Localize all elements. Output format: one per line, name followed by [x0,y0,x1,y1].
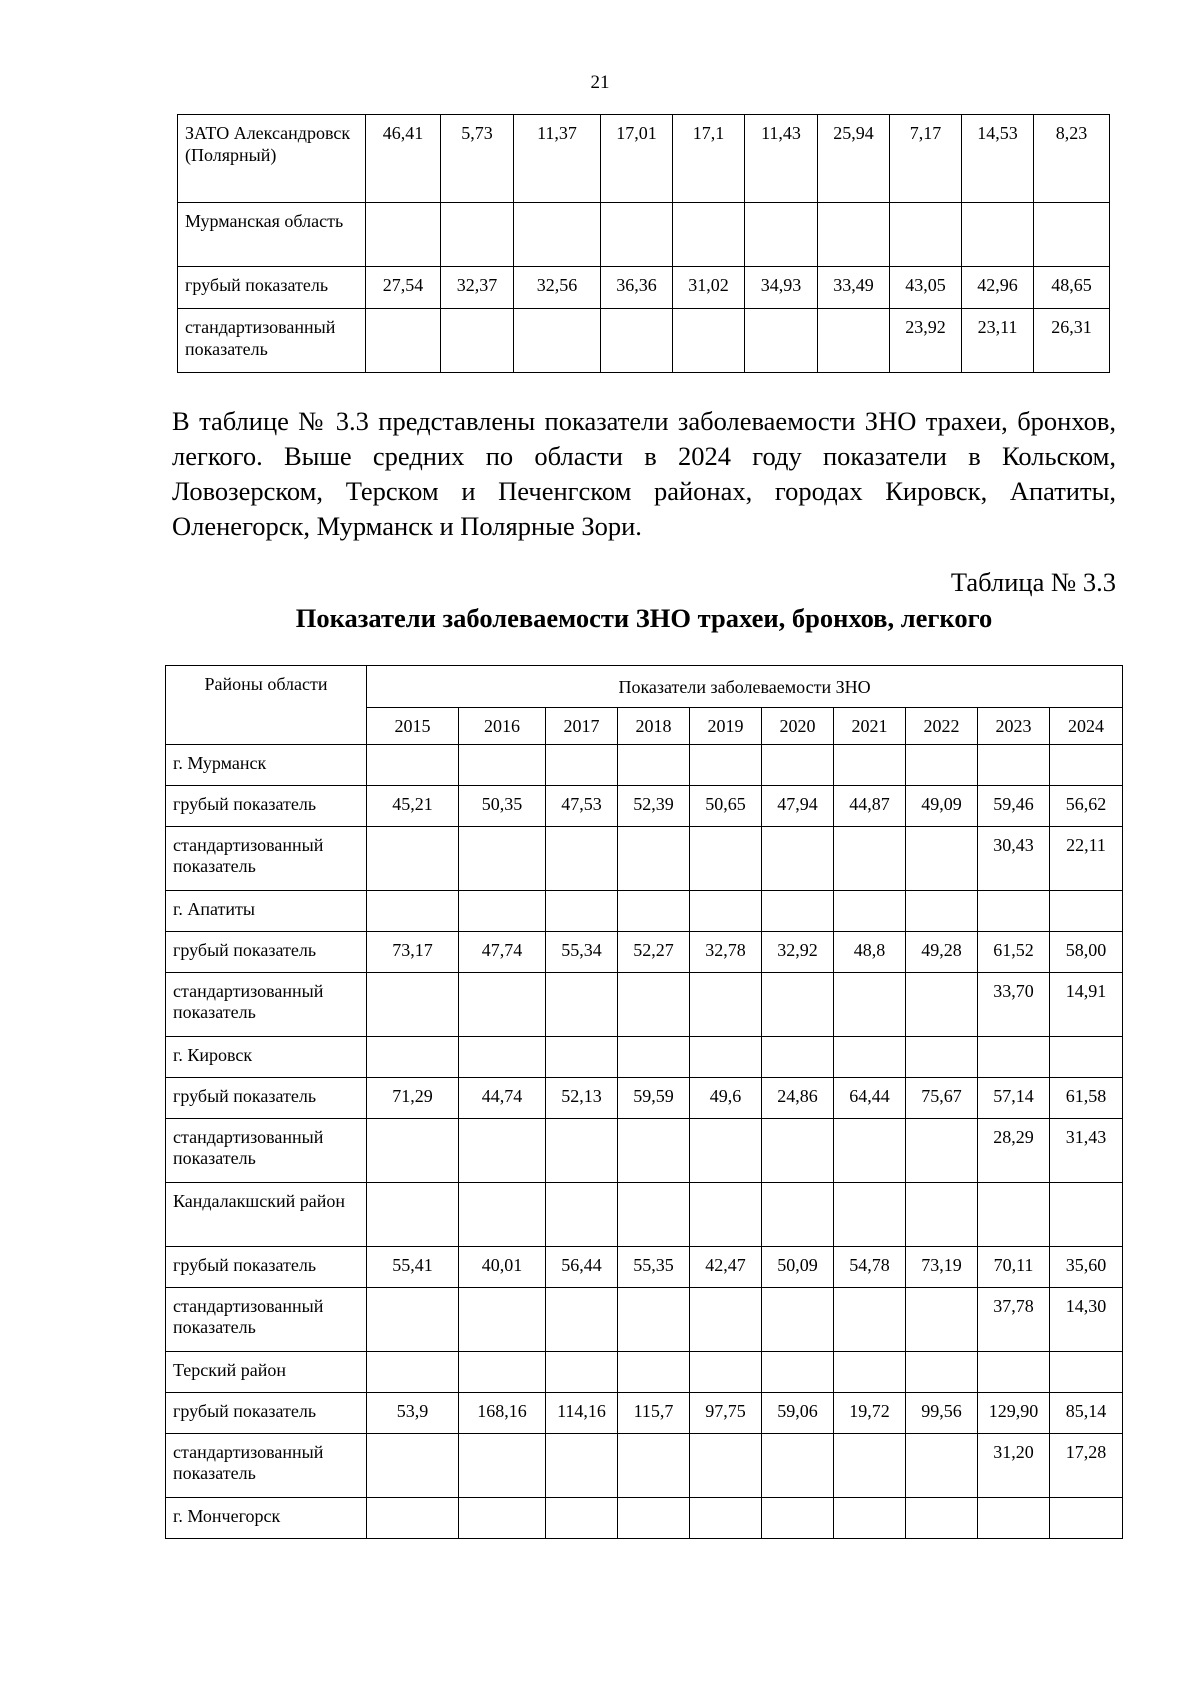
row-label: Кандалакшский район [166,1182,367,1246]
row-label: грубый показатель [166,1392,367,1433]
table-cell [367,1497,459,1538]
table-cell [441,309,514,373]
table-cell [601,203,673,267]
table-cell: 52,13 [546,1077,618,1118]
table-cell [834,826,906,890]
table-cell: 27,54 [366,267,441,309]
table-caption: Таблица № 3.3 [950,567,1116,597]
table-cell [834,1497,906,1538]
table-cell [906,1118,978,1182]
table-cell: 32,37 [441,267,514,309]
table-cell: 50,35 [459,785,546,826]
table-cell: 56,44 [546,1246,618,1287]
table-title: Показатели заболеваемости ЗНО трахеи, бронхов, легкого [295,603,993,633]
table-cell [459,972,546,1036]
table-cell [690,1287,762,1351]
table-row [178,267,1110,309]
table-cell: 22,11 [1050,826,1123,890]
table-cell [618,972,690,1036]
table-row [166,1351,1123,1392]
year-header: 2017 [546,708,618,745]
table-cell [906,826,978,890]
row-label: стандартизованный показатель [166,1433,367,1497]
table-row [178,115,1110,203]
table-row [166,744,1123,785]
year-header: 2024 [1050,708,1123,745]
table-cell [962,203,1034,267]
table-cell: 49,09 [906,785,978,826]
table-cell: 14,53 [962,115,1034,203]
table-cell [906,744,978,785]
table-cell [367,1118,459,1182]
table-cell: 57,14 [978,1077,1050,1118]
table-cell [690,890,762,931]
row-label: Мурманская область [178,203,366,267]
year-header: 2022 [906,708,978,745]
year-header: 2020 [762,708,834,745]
table-cell [367,1287,459,1351]
table-cell [459,1433,546,1497]
table-cell: 25,94 [818,115,890,203]
table-cell [762,1182,834,1246]
year-header: 2018 [618,708,690,745]
table-cell: 99,56 [906,1392,978,1433]
table-cell: 73,17 [367,931,459,972]
table-cell [546,1118,618,1182]
table-cell [546,1433,618,1497]
table-cell [546,826,618,890]
table-cell: 44,87 [834,785,906,826]
table-cell [367,826,459,890]
table-cell [1050,1351,1123,1392]
table-cell [546,1036,618,1077]
table-cell [834,744,906,785]
table-cell: 33,49 [818,267,890,309]
table-cell: 50,65 [690,785,762,826]
table-cell [673,309,745,373]
table-cell: 52,39 [618,785,690,826]
table-cell: 70,11 [978,1246,1050,1287]
table-cell [514,203,601,267]
table-cell [890,203,962,267]
table-cell [1050,890,1123,931]
table-cell [690,1433,762,1497]
table-cell [690,826,762,890]
table-cell [834,890,906,931]
table-cell [367,972,459,1036]
table-cell: 31,43 [1050,1118,1123,1182]
table-cell [459,890,546,931]
table-cell [618,1351,690,1392]
table-cell [906,972,978,1036]
table-cell [459,1497,546,1538]
table-cell: 23,11 [962,309,1034,373]
year-header: 2019 [690,708,762,745]
table-cell: 33,70 [978,972,1050,1036]
table-cell [762,1287,834,1351]
table-cell: 58,00 [1050,931,1123,972]
table-cell [618,1182,690,1246]
table-cell: 59,06 [762,1392,834,1433]
table-cell [546,972,618,1036]
table-cell [459,1118,546,1182]
table-row [166,1077,1123,1118]
table-cell [834,1182,906,1246]
table-cell: 32,92 [762,931,834,972]
table-cell [459,1036,546,1077]
table-cell [762,744,834,785]
year-header: 2023 [978,708,1050,745]
table-cell [1050,744,1123,785]
row-label: стандартизованный показатель [166,1118,367,1182]
table-cell: 30,43 [978,826,1050,890]
year-header: 2016 [459,708,546,745]
table-cell [618,1497,690,1538]
table-cell: 23,92 [890,309,962,373]
table-cell: 11,43 [745,115,818,203]
table-cell [367,1433,459,1497]
table-row [166,785,1123,826]
table-row [166,1036,1123,1077]
table-cell: 48,8 [834,931,906,972]
table-cell: 168,16 [459,1392,546,1433]
row-label: грубый показатель [166,1246,367,1287]
table-cell [618,1287,690,1351]
table-cell: 26,31 [1034,309,1110,373]
table-cell: 19,72 [834,1392,906,1433]
table-cell [673,203,745,267]
table-cell [762,826,834,890]
table-row [166,1287,1123,1351]
table-row [166,1392,1123,1433]
table-cell [459,1182,546,1246]
table-cell: 31,20 [978,1433,1050,1497]
row-label: Терский район [166,1351,367,1392]
table-cell: 49,28 [906,931,978,972]
table-cell: 14,30 [1050,1287,1123,1351]
table-cell: 59,46 [978,785,1050,826]
row-label: стандартизованный показатель [166,1287,367,1351]
table-cell [546,744,618,785]
table-cell [906,1351,978,1392]
table-cell: 75,67 [906,1077,978,1118]
table-cell: 49,6 [690,1077,762,1118]
table-cell [762,1118,834,1182]
row-label: ЗАТО Александровск (Полярный) [178,115,366,203]
table-cell [546,890,618,931]
table-cell [690,1118,762,1182]
table-cell [906,1036,978,1077]
table-cell: 53,9 [367,1392,459,1433]
table-cell: 97,75 [690,1392,762,1433]
table-row [166,1433,1123,1497]
row-label: стандартизованный показатель [166,826,367,890]
table-cell [546,1182,618,1246]
table-cell [618,1118,690,1182]
table-cell: 50,09 [762,1246,834,1287]
table-cell [367,1182,459,1246]
table-cell: 47,74 [459,931,546,972]
table-cell [546,1351,618,1392]
table-cell [618,744,690,785]
table-cell: 14,91 [1050,972,1123,1036]
table-cell: 40,01 [459,1246,546,1287]
table-cell [834,972,906,1036]
table-row [166,1497,1123,1538]
table-cell: 45,21 [367,785,459,826]
table-cell: 115,7 [618,1392,690,1433]
table-cell [601,309,673,373]
table-cell: 52,27 [618,931,690,972]
table-cell: 71,29 [367,1077,459,1118]
table-cell [762,972,834,1036]
table-cell: 34,93 [745,267,818,309]
table-cell [978,744,1050,785]
table-cell: 32,78 [690,931,762,972]
table-cell [366,309,441,373]
table-cell: 61,58 [1050,1077,1123,1118]
row-label: стандартизованный показатель [166,972,367,1036]
row-label: г. Апатиты [166,890,367,931]
table-row [166,1182,1123,1246]
table-cell: 43,05 [890,267,962,309]
table-cell: 55,35 [618,1246,690,1287]
header-region: Районы области [166,666,367,745]
table-cell [618,826,690,890]
table-cell: 47,53 [546,785,618,826]
table-cell [834,1351,906,1392]
table-cell [818,203,890,267]
table-cell [1050,1182,1123,1246]
table-cell: 47,94 [762,785,834,826]
row-label: грубый показатель [166,931,367,972]
table-cell: 24,86 [762,1077,834,1118]
table-cell [546,1287,618,1351]
row-label: г. Мончегорск [166,1497,367,1538]
table-cell [818,309,890,373]
table-cell [367,744,459,785]
table-row [166,1118,1123,1182]
page-number: 21 [590,72,610,93]
continued-table [177,114,1110,373]
table-cell: 37,78 [978,1287,1050,1351]
table-cell: 5,73 [441,115,514,203]
table-cell [762,1433,834,1497]
table-cell: 17,1 [673,115,745,203]
table-row [178,309,1110,373]
row-label: г. Мурманск [166,744,367,785]
table-cell [1050,1497,1123,1538]
table-cell: 7,17 [890,115,962,203]
table-cell [906,1287,978,1351]
table-cell: 73,19 [906,1246,978,1287]
table-row [166,972,1123,1036]
row-label: стандартизованный показатель [178,309,366,373]
table-row [166,931,1123,972]
row-label: г. Кировск [166,1036,367,1077]
table-row [166,890,1123,931]
row-label: грубый показатель [166,1077,367,1118]
table-cell: 64,44 [834,1077,906,1118]
table-cell: 31,02 [673,267,745,309]
table-cell [978,1497,1050,1538]
table-cell: 55,41 [367,1246,459,1287]
table-cell: 32,56 [514,267,601,309]
table-cell [441,203,514,267]
table-cell [745,309,818,373]
table-cell: 48,65 [1034,267,1110,309]
table-cell [978,1182,1050,1246]
table-row [178,203,1110,267]
table-cell: 17,28 [1050,1433,1123,1497]
body-paragraph: В таблице № 3.3 представлены показатели заболеваемости ЗНО трахеи, бронхов, легкого. Выше средних по области в 2024 году показатели в Кольском, Ловозерском, Терском и Печенгском районах, городах Кировск, Апатиты, Оленегорск, Мурманск и Полярные Зори. [172,406,1116,541]
table-row [166,1246,1123,1287]
table-row [166,826,1123,890]
header-group: Показатели заболеваемости ЗНО [367,666,1123,708]
table-cell: 56,62 [1050,785,1123,826]
table-cell [834,1433,906,1497]
table-cell [762,1036,834,1077]
table-cell: 129,90 [978,1392,1050,1433]
table-cell [690,972,762,1036]
table-cell: 42,47 [690,1246,762,1287]
table-cell: 8,23 [1034,115,1110,203]
incidence-table [165,665,1123,1539]
table-cell: 42,96 [962,267,1034,309]
table-cell: 54,78 [834,1246,906,1287]
table-cell: 36,36 [601,267,673,309]
table-cell [690,1351,762,1392]
table-cell: 55,34 [546,931,618,972]
table-cell [459,1287,546,1351]
table-cell [690,1182,762,1246]
table-cell: 35,60 [1050,1246,1123,1287]
table-cell: 61,52 [978,931,1050,972]
table-cell [762,890,834,931]
table-cell [762,1351,834,1392]
table-cell: 28,29 [978,1118,1050,1182]
year-header: 2015 [367,708,459,745]
table-cell [514,309,601,373]
table-cell [367,890,459,931]
table-cell [618,1433,690,1497]
table-cell [546,1497,618,1538]
table-cell: 114,16 [546,1392,618,1433]
table-cell [690,744,762,785]
table-cell [459,744,546,785]
table-cell [906,890,978,931]
table-cell [690,1497,762,1538]
table-cell [367,1036,459,1077]
row-label: грубый показатель [178,267,366,309]
table-cell: 85,14 [1050,1392,1123,1433]
table-cell [762,1497,834,1538]
row-label: грубый показатель [166,785,367,826]
table-cell [906,1433,978,1497]
table-cell [834,1036,906,1077]
table-cell: 46,41 [366,115,441,203]
table-cell [618,1036,690,1077]
table-cell: 11,37 [514,115,601,203]
table-cell [745,203,818,267]
table-cell: 59,59 [618,1077,690,1118]
table-cell [459,826,546,890]
table-cell [906,1182,978,1246]
table-cell [978,890,1050,931]
table-cell [1034,203,1110,267]
table-cell [618,890,690,931]
table-cell [1050,1036,1123,1077]
table-cell [906,1497,978,1538]
table-cell [978,1351,1050,1392]
table-cell [366,203,441,267]
table-cell [834,1118,906,1182]
table-cell [367,1351,459,1392]
table-cell [834,1287,906,1351]
year-header: 2021 [834,708,906,745]
table-cell: 44,74 [459,1077,546,1118]
table-cell [459,1351,546,1392]
table-cell [978,1036,1050,1077]
table-cell [690,1036,762,1077]
table-cell: 17,01 [601,115,673,203]
